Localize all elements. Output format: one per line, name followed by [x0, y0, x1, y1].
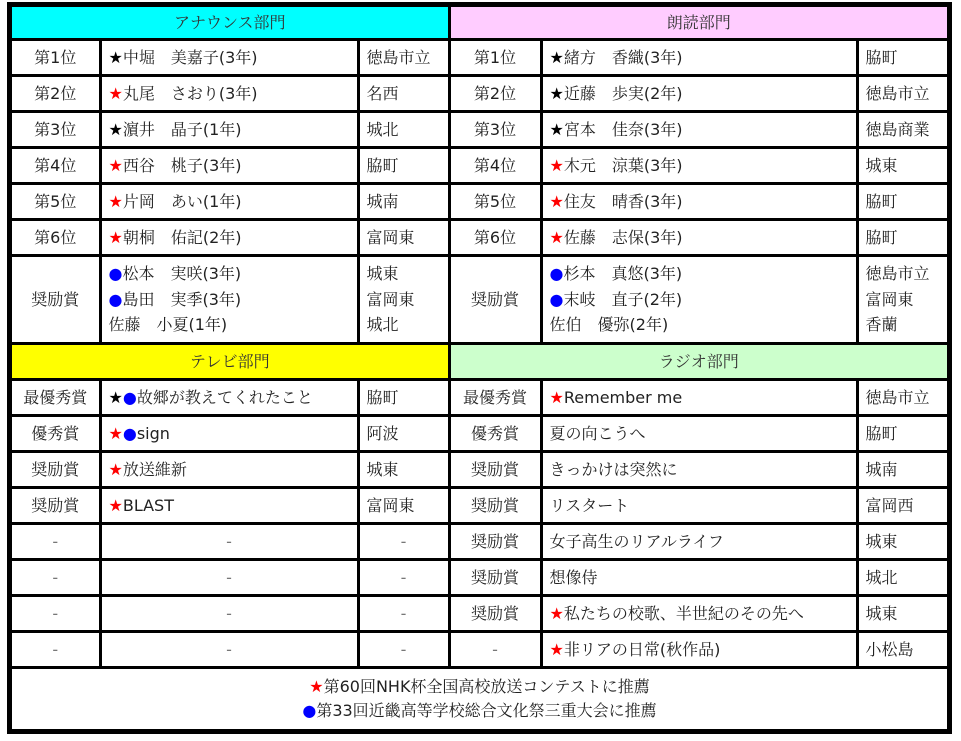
table-row	[12, 416, 947, 452]
tv-entry	[100, 416, 358, 452]
announce-entry	[100, 148, 358, 184]
tv-award: 奨励賞	[12, 488, 100, 524]
announce-school: 徳島市立	[358, 40, 449, 76]
table-row	[12, 560, 947, 596]
announce-rank: 第6位	[12, 220, 100, 256]
announce-rank: 第4位	[12, 148, 100, 184]
school-name: 富岡東	[865, 289, 914, 309]
announce-school: 脇町	[358, 148, 449, 184]
work-title: 故郷が教えてくれたこと	[136, 387, 313, 407]
radio-entry	[541, 416, 857, 452]
table-row	[12, 40, 947, 76]
recitation-school: 脇町	[857, 220, 947, 256]
radio-school: 城東	[857, 596, 947, 632]
tv-award: 奨励賞	[12, 452, 100, 488]
announce-entry	[100, 76, 358, 112]
star-icon: ★	[108, 459, 123, 479]
announce-rank: 第1位	[12, 40, 100, 76]
legend	[12, 668, 947, 730]
announce-rank: 奨励賞	[12, 256, 100, 344]
legend-text: 第60回NHK杯全国高校放送コンテストに推薦	[323, 677, 650, 696]
table-row	[12, 184, 947, 220]
recitation-entry	[541, 76, 857, 112]
entrant-name: 中堀 美嘉子(3年)	[122, 47, 258, 67]
legend-row	[12, 668, 947, 730]
results-table-frame	[7, 2, 952, 734]
star-icon: ★	[108, 119, 123, 139]
announce-school-list	[358, 256, 449, 344]
recitation-school: 徳島商業	[857, 112, 947, 148]
tv-entry: -	[100, 560, 358, 596]
entry-line	[550, 312, 856, 338]
school-name: 城北	[366, 315, 399, 335]
tv-school: -	[358, 560, 449, 596]
radio-school: 富岡西	[857, 488, 947, 524]
tv-entry: -	[100, 596, 358, 632]
table-row	[12, 452, 947, 488]
work-title: Remember me	[563, 387, 683, 407]
tv-award: 優秀賞	[12, 416, 100, 452]
radio-school: 脇町	[857, 416, 947, 452]
recitation-school: 城東	[857, 148, 947, 184]
entrant-name: 濵井 晶子(1年)	[122, 119, 242, 139]
star-icon: ★	[108, 83, 123, 103]
entrant-name: 住友 晴香(3年)	[563, 191, 683, 211]
tv-school: 脇町	[358, 380, 449, 416]
entrant-name: 佐藤 志保(3年)	[563, 227, 683, 247]
recitation-section-title: 朗読部門	[449, 7, 947, 40]
work-title: 想像侍	[549, 567, 598, 587]
section-header-row	[12, 7, 947, 40]
work-title: BLAST	[122, 495, 174, 515]
star-icon: ★	[549, 639, 564, 659]
star-icon: ★	[549, 119, 564, 139]
recitation-school: 脇町	[857, 184, 947, 220]
radio-award: 奨励賞	[449, 560, 541, 596]
entrant-name: 宮本 佳奈(3年)	[563, 119, 683, 139]
radio-entry	[541, 560, 857, 596]
announce-rank: 第5位	[12, 184, 100, 220]
announce-entry-list	[100, 256, 358, 344]
announce-section-title: アナウンス部門	[12, 7, 449, 40]
radio-school: 徳島市立	[857, 380, 947, 416]
circle-icon: ●	[122, 387, 137, 407]
work-title: 女子高生のリアルライフ	[549, 531, 724, 551]
circle-icon: ●	[549, 289, 564, 309]
circle-icon: ●	[122, 423, 137, 443]
recitation-rank: 第2位	[449, 76, 541, 112]
recitation-entry	[541, 184, 857, 220]
radio-entry	[541, 452, 857, 488]
table-row-encouragement	[12, 256, 947, 344]
work-title: sign	[136, 423, 170, 443]
star-icon: ★	[549, 83, 564, 103]
circle-icon: ●	[108, 264, 123, 284]
star-icon: ★	[549, 155, 564, 175]
announce-rank: 第2位	[12, 76, 100, 112]
radio-school: 城東	[857, 524, 947, 560]
radio-section-title: ラジオ部門	[449, 344, 947, 380]
tv-award: -	[12, 524, 100, 560]
star-icon: ★	[108, 387, 123, 407]
legend-line-circle	[12, 699, 947, 723]
radio-award: 奨励賞	[449, 596, 541, 632]
star-icon: ★	[108, 423, 123, 443]
recitation-entry-list	[541, 256, 857, 344]
tv-school: -	[358, 632, 449, 668]
radio-entry	[541, 596, 857, 632]
table-row	[12, 148, 947, 184]
entrant-name: 片岡 あい(1年)	[122, 191, 242, 211]
recitation-school-list	[857, 256, 947, 344]
school-name: 城東	[366, 264, 399, 284]
announce-rank: 第3位	[12, 112, 100, 148]
radio-school: 小松島	[857, 632, 947, 668]
entrant-name: 杉本 真悠(3年)	[563, 264, 683, 284]
entrant-name: 木元 涼葉(3年)	[563, 155, 683, 175]
entrant-name: 佐伯 優弥(2年)	[549, 315, 669, 335]
announce-entry	[100, 112, 358, 148]
circle-icon: ●	[549, 264, 564, 284]
radio-school: 城南	[857, 452, 947, 488]
announce-school: 名西	[358, 76, 449, 112]
recitation-rank: 第1位	[449, 40, 541, 76]
tv-school: 阿波	[358, 416, 449, 452]
section-header-row	[12, 344, 947, 380]
entry-line	[109, 261, 357, 287]
legend-text: 第33回近畿高等学校総合文化祭三重大会に推薦	[316, 701, 657, 720]
entry-line	[109, 312, 357, 338]
entry-line	[109, 287, 357, 313]
recitation-entry	[541, 112, 857, 148]
table-row	[12, 76, 947, 112]
tv-entry	[100, 452, 358, 488]
work-title: リスタート	[549, 495, 630, 515]
entrant-name: 末岐 直子(2年)	[563, 289, 683, 309]
circle-icon: ●	[108, 289, 123, 309]
school-name: 富岡東	[366, 289, 415, 309]
radio-entry	[541, 632, 857, 668]
tv-school: -	[358, 524, 449, 560]
radio-award: 奨励賞	[449, 524, 541, 560]
tv-award: -	[12, 596, 100, 632]
work-title: 非リアの日常(秋作品)	[563, 639, 721, 659]
radio-award: 奨励賞	[449, 452, 541, 488]
entrant-name: 丸尾 さおり(3年)	[122, 83, 258, 103]
entrant-name: 緒方 香織(3年)	[563, 47, 683, 67]
star-icon: ★	[108, 227, 123, 247]
radio-award: -	[449, 632, 541, 668]
tv-entry	[100, 380, 358, 416]
star-icon: ★	[108, 155, 123, 175]
work-title: 私たちの校歌、半世紀のその先へ	[563, 603, 804, 623]
circle-icon: ●	[302, 701, 317, 720]
entrant-name: 西谷 桃子(3年)	[122, 155, 242, 175]
school-name: 徳島市立	[865, 264, 930, 284]
entry-line	[550, 287, 856, 313]
entrant-name: 近藤 歩実(2年)	[563, 83, 683, 103]
radio-entry	[541, 380, 857, 416]
tv-award: -	[12, 632, 100, 668]
entrant-name: 佐藤 小夏(1年)	[108, 315, 228, 335]
results-table	[12, 7, 947, 729]
radio-school: 城北	[857, 560, 947, 596]
recitation-rank: 第6位	[449, 220, 541, 256]
star-icon: ★	[549, 603, 564, 623]
star-icon: ★	[549, 387, 564, 407]
recitation-school: 徳島市立	[857, 76, 947, 112]
entrant-name: 朝桐 佑記(2年)	[122, 227, 242, 247]
entrant-name: 松本 実咲(3年)	[122, 264, 242, 284]
table-row	[12, 596, 947, 632]
star-icon: ★	[108, 191, 123, 211]
recitation-rank: 第3位	[449, 112, 541, 148]
radio-entry	[541, 524, 857, 560]
table-row	[12, 112, 947, 148]
table-row	[12, 488, 947, 524]
recitation-entry	[541, 220, 857, 256]
recitation-rank: 第4位	[449, 148, 541, 184]
tv-school: 富岡東	[358, 488, 449, 524]
tv-entry: -	[100, 632, 358, 668]
recitation-rank: 第5位	[449, 184, 541, 220]
entry-line	[550, 261, 856, 287]
star-icon: ★	[549, 47, 564, 67]
table-row	[12, 220, 947, 256]
star-icon: ★	[309, 677, 324, 696]
work-title: きっかけは突然に	[549, 459, 678, 479]
recitation-entry	[541, 40, 857, 76]
announce-school: 城北	[358, 112, 449, 148]
radio-award: 最優秀賞	[449, 380, 541, 416]
tv-school: -	[358, 596, 449, 632]
star-icon: ★	[108, 495, 123, 515]
tv-entry	[100, 488, 358, 524]
recitation-school: 脇町	[857, 40, 947, 76]
school-name: 香蘭	[865, 315, 898, 335]
star-icon: ★	[108, 47, 123, 67]
tv-school: 城東	[358, 452, 449, 488]
legend-line-star	[12, 675, 947, 699]
star-icon: ★	[549, 191, 564, 211]
tv-entry: -	[100, 524, 358, 560]
radio-award: 奨励賞	[449, 488, 541, 524]
radio-award: 優秀賞	[449, 416, 541, 452]
recitation-entry	[541, 148, 857, 184]
recitation-rank: 奨励賞	[449, 256, 541, 344]
tv-award: 最優秀賞	[12, 380, 100, 416]
radio-entry	[541, 488, 857, 524]
work-title: 放送維新	[122, 459, 187, 479]
announce-school: 富岡東	[358, 220, 449, 256]
announce-entry	[100, 220, 358, 256]
tv-award: -	[12, 560, 100, 596]
announce-entry	[100, 184, 358, 220]
announce-entry	[100, 40, 358, 76]
tv-section-title: テレビ部門	[12, 344, 449, 380]
announce-school: 城南	[358, 184, 449, 220]
table-row	[12, 380, 947, 416]
star-icon: ★	[549, 227, 564, 247]
work-title: 夏の向こうへ	[549, 423, 646, 443]
table-row	[12, 524, 947, 560]
entrant-name: 島田 実季(3年)	[122, 289, 242, 309]
table-row	[12, 632, 947, 668]
